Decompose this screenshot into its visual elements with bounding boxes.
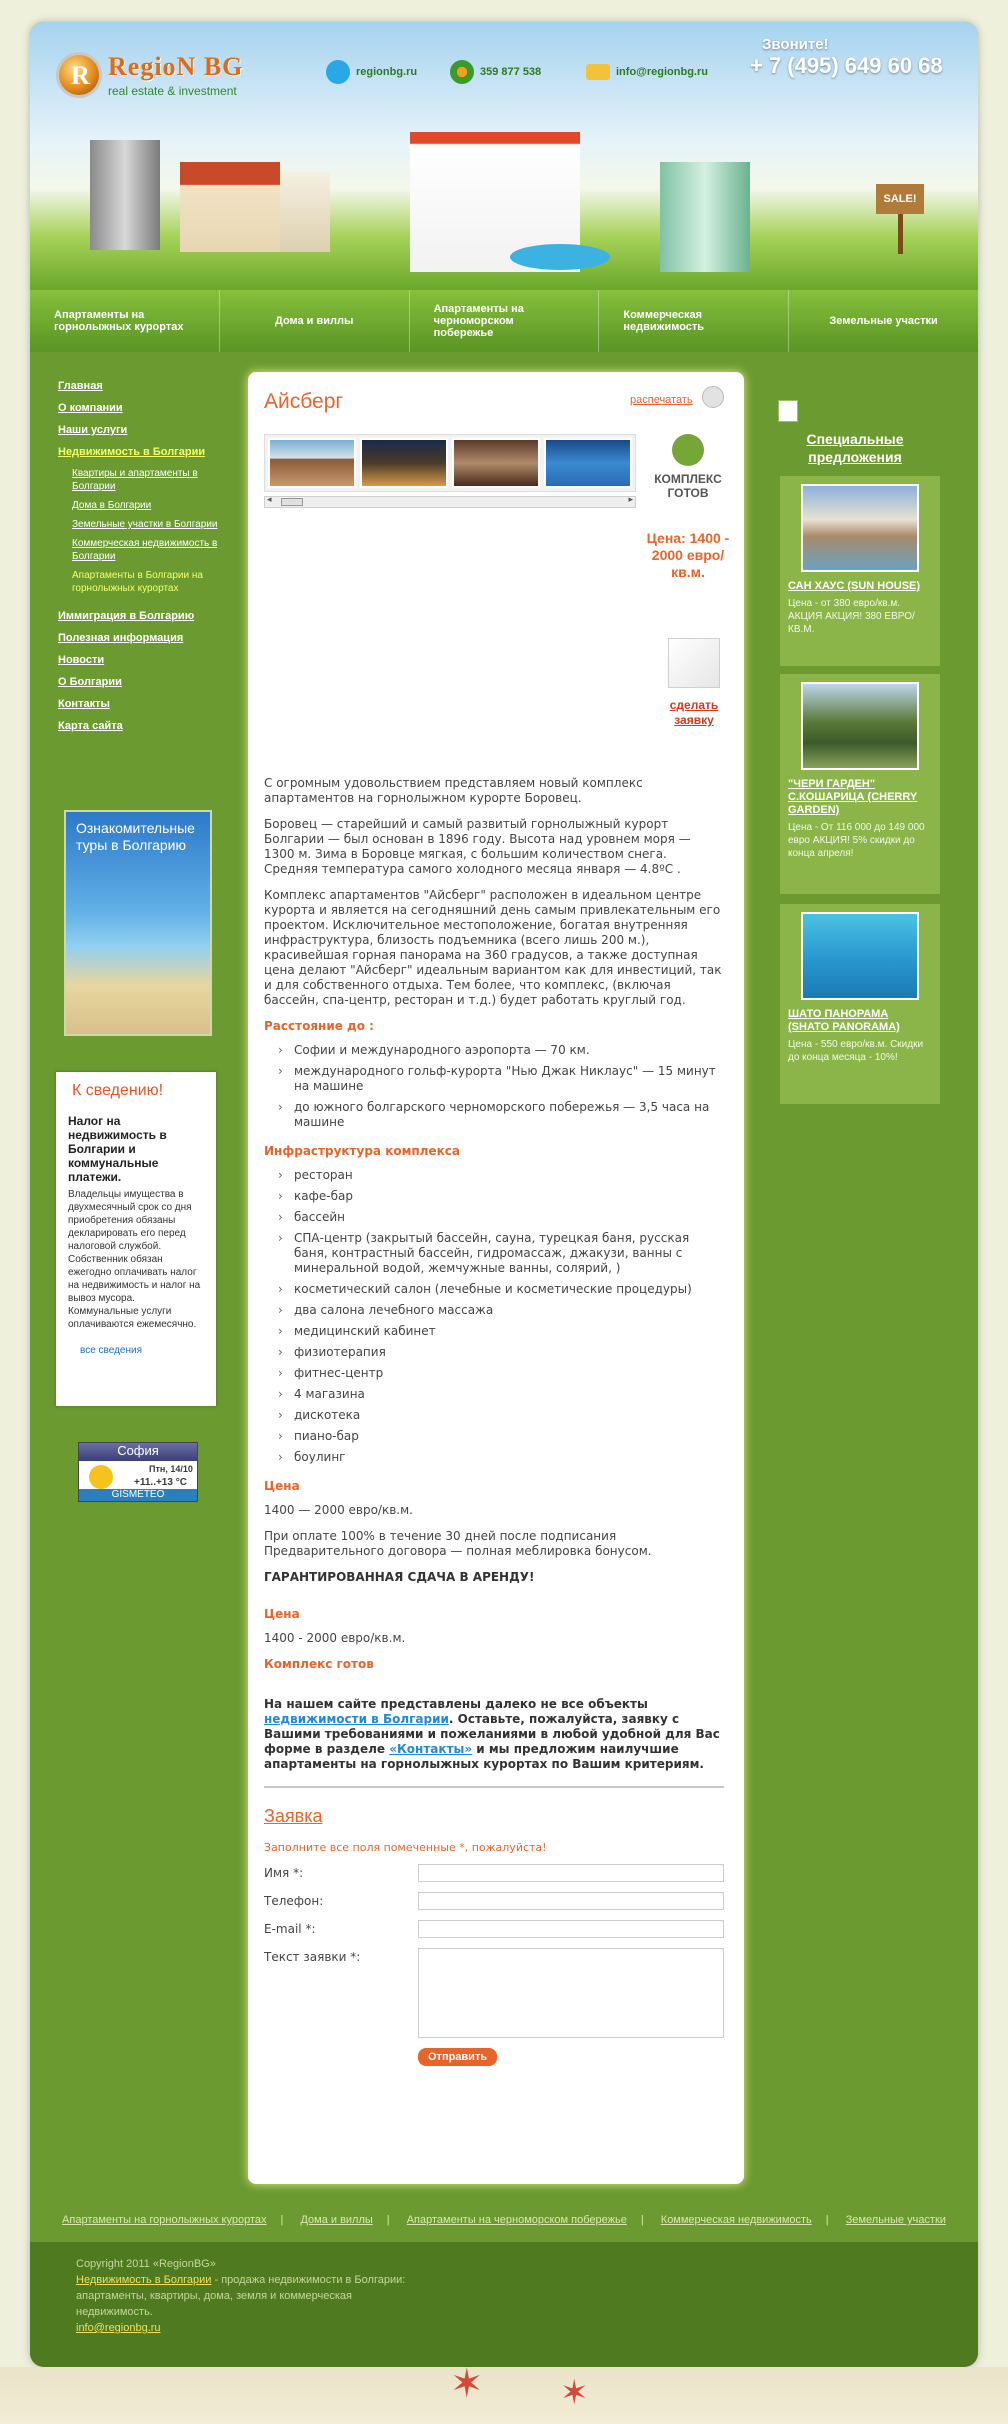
main-content bbox=[248, 372, 744, 2184]
special-offers-icon bbox=[778, 400, 798, 422]
logo[interactable] bbox=[56, 48, 296, 108]
submenu-commercial[interactable]: Коммерческая недвижимость в Болгарии bbox=[72, 538, 218, 562]
offer-photo-2[interactable] bbox=[801, 682, 919, 770]
divider bbox=[264, 1786, 724, 1788]
distance-list bbox=[278, 1043, 724, 1130]
menu-home[interactable]: Главная bbox=[58, 380, 103, 392]
gallery-photo-2[interactable] bbox=[360, 438, 448, 488]
info-box-title: К сведению! bbox=[72, 1082, 164, 1099]
info-box-heading: Налог на недвижимость в Болгарии и коммунальные платежи. bbox=[68, 1114, 167, 1184]
list-item: › бассейн bbox=[278, 1210, 724, 1225]
list-item: › Софии и международного аэропорта — 70 км. bbox=[278, 1043, 724, 1058]
gallery-photo-1[interactable] bbox=[268, 438, 356, 488]
page-title: Айсберг bbox=[264, 390, 344, 413]
menu-useful-info[interactable]: Полезная информация bbox=[58, 632, 184, 644]
scroll-left-arrow-icon[interactable]: ◂ bbox=[267, 495, 272, 505]
weather-city: София bbox=[79, 1443, 197, 1461]
list-item: › кафе-бар bbox=[278, 1189, 724, 1204]
footer-realty-link[interactable]: Недвижимость в Болгарии bbox=[76, 2274, 212, 2286]
printer-icon[interactable] bbox=[702, 386, 724, 408]
offer-card-2[interactable]: "ЧЕРИ ГАРДЕН" С.КОШАРИЦА (CHERRY GARDEN) Цена - От 116 000 до 149 000 евро АКЦИЯ! 5% скидки до конца апреля! bbox=[780, 674, 940, 894]
request-textarea[interactable] bbox=[418, 1948, 724, 2038]
copyright: Copyright 2011 «RegionBG» bbox=[76, 2258, 216, 2270]
nav-ski-apartments[interactable]: Апартаменты на горнолыжных курортах bbox=[30, 290, 220, 352]
starfish-icon: ✶ bbox=[450, 2361, 484, 2407]
list-item: › 4 магазина bbox=[278, 1387, 724, 1402]
menu-about-bulgaria[interactable]: О Болгарии bbox=[58, 676, 122, 688]
footer-link-commercial[interactable]: Коммерческая недвижимость bbox=[660, 2214, 812, 2226]
list-item: › два салона лечебного массажа bbox=[278, 1303, 724, 1318]
gallery-scrollbar[interactable] bbox=[264, 496, 636, 508]
submenu-ski-apartments[interactable]: Апартаменты в Болгарии на горнолыжных курортах bbox=[72, 570, 203, 594]
list-item: › до южного болгарского черноморского побережья — 3,5 часа на машине bbox=[278, 1100, 724, 1130]
list-item: › боулинг bbox=[278, 1450, 724, 1465]
submenu-houses[interactable]: Дома в Болгарии bbox=[72, 500, 152, 511]
realty-bulgaria-link[interactable]: недвижимости в Болгарии bbox=[264, 1712, 449, 1726]
footer-link-sea[interactable]: Апартаменты на черноморском побережье bbox=[406, 2214, 627, 2226]
send-button[interactable]: Отправить bbox=[418, 2048, 497, 2066]
building-illustration-3 bbox=[660, 162, 750, 272]
list-item: › фитнес-центр bbox=[278, 1366, 724, 1381]
main-nav bbox=[30, 290, 978, 352]
description: С огромным удовольствием представляем новый комплекс апартаментов на горнолыжном курорте Боровец. Боровец — старейший и самый развитый горнолыжный курорт Болгарии — был основан в 1896 году. Высота над уровнем моря — 1300 м. Зима в Боровце мягкая, с большим количеством снега. Средняя температура самого холодного месяца января — 4.8ºС . Комплекс апартаментов "Айсберг" расположен в идеальном центре курорта и является на сегодняшний день самым привлекательным его проектом. Исключительное местоположение, богатая внутренняя инфраструктура, близость подъемника (всего лишь 200 м.), красивейшая горная панорама на 360 градусов, а также доступная цена делают "Айсберг" идеальным вариантом как для инвестиций, так и для собственного отдыха. Тем более, что комплекс, (включая бассейн, спа-центр, ресторан и т.д.) будет работать круглый год. Расстояние до : › Софии и международного аэропорта — 70 км. › международного гольф-курорта "Нью Джак Никлаус" — 15 минут на машине › до южного болгарского черноморского побережья — 3,5 часа на машине Инфраструктура комплекса › ресторан › кафе-бар › бассейн › СПА-центр (закрытый бассейн, сауна, турецкая баня, русская баня, контрастный бассейн, гидромассаж, джакузи, ванны с минеральной водой, жемчужные ванны, солярий, ) › косметический салон (лечебные и косметические процедуры) › два салона лечебного массажа › медицинский кабинет › физиотерапия › фитнес-центр › 4 магазина › дискотека › пиано-бар › боулинг Цена 1400 — 2000 евро/кв.м. При оплате 100% в течение 30 дней после подписания Предварительного договора — полная меблировка бонусом. ГАРАНТИРОВАННАЯ СДАЧА В АРЕНДУ! Цена 1400 - 2000 евро/кв.м. Комплекс готов На нашем сайте представлены далеко не все объекты недвижимости в Болгарии. Оставьте, пожалуйста, заявку с Вашими требованиями и пожеланиями в любой удобной для Вас форме в разделе «Контакты» и мы предложим наилучшие апартаменты на горнолыжных курортах по Вашим критериям. Заявка Заполните все поля помеченные *, пожалуйста! Имя *: Телефон: E-mail *: Текст заявки *: Отправить bbox=[264, 776, 724, 2076]
gallery-photo-3[interactable] bbox=[452, 438, 540, 488]
guarantee-text: ГАРАНТИРОВАННАЯ СДАЧА В АРЕНДУ! bbox=[264, 1570, 535, 1584]
scroll-right-arrow-icon[interactable]: ▸ bbox=[628, 495, 633, 505]
infrastructure-heading: Инфраструктура комплекса bbox=[264, 1144, 460, 1158]
header bbox=[30, 22, 978, 290]
price-heading: Цена bbox=[264, 1479, 300, 1493]
menu-contacts[interactable]: Контакты bbox=[58, 698, 110, 710]
email-input[interactable] bbox=[418, 1920, 724, 1938]
cta-text: На нашем сайте представлены далеко не все объекты недвижимости в Болгарии. Оставьте, пожалуйста, заявку с Вашими требованиями и пожеланиями в любой удобной для Вас форме в разделе «Контакты» и мы предложим наилучшие апартаменты на горнолыжных курортах по Вашим критериям. bbox=[264, 1697, 720, 1771]
complex-status: КОМПЛЕКС ГОТОВ bbox=[654, 472, 722, 500]
list-item: › косметический салон (лечебные и косметические процедуры) bbox=[278, 1282, 724, 1297]
menu-sitemap[interactable]: Карта сайта bbox=[58, 720, 123, 732]
info-box-text: Владельцы имущества в двухмесячный срок со дня приобретения обязаны декларировать его перед налоговой службой. Собственник обязан ежегодно оплачивать налог на недвижимость и налог на вывоз мусора. Коммунальные услуги оплачиваются ежемесячно. bbox=[68, 1189, 201, 1330]
villa-illustration bbox=[180, 162, 280, 252]
skype-icon bbox=[326, 60, 350, 84]
special-offers-title[interactable]: Специальные предложения bbox=[806, 431, 904, 465]
request-note-icon[interactable] bbox=[668, 638, 720, 688]
sale-sign: SALE! bbox=[876, 184, 924, 214]
scrollbar-thumb[interactable] bbox=[281, 498, 303, 506]
make-request-link[interactable]: сделать заявку bbox=[669, 698, 719, 727]
submenu bbox=[72, 466, 230, 594]
list-item: › ресторан bbox=[278, 1168, 724, 1183]
menu-news[interactable]: Новости bbox=[58, 654, 105, 666]
menu-services[interactable]: Наши услуги bbox=[58, 424, 128, 436]
name-input[interactable] bbox=[418, 1864, 724, 1882]
request-form: Имя *: Телефон: E-mail *: Текст заявки *: Отправить bbox=[264, 1864, 724, 2076]
info-box-more-link[interactable]: все сведения bbox=[80, 1345, 143, 1356]
weather-temp: +11..+13 °C bbox=[134, 1477, 187, 1488]
left-menu bbox=[30, 352, 230, 732]
list-item: › СПА-центр (закрытый бассейн, сауна, турецкая баня, русская баня, контрастный бассейн, гидромассаж, джакузи, ванны с минеральной водой, жемчужные ванны, солярий, ) bbox=[278, 1231, 724, 1276]
list-item: › медицинский кабинет bbox=[278, 1324, 724, 1339]
footer-link-houses[interactable]: Дома и виллы bbox=[300, 2214, 373, 2226]
logo-title: RegioN BG bbox=[108, 52, 244, 81]
price-heading-2: Цена bbox=[264, 1607, 300, 1621]
price-tag: Цена: 1400 - 2000 евро/кв.м. bbox=[646, 530, 730, 580]
menu-realty-bulgaria[interactable]: Недвижимость в Болгарии bbox=[58, 446, 206, 458]
list-item: › международного гольф-курорта "Нью Джак Никлаус" — 15 минут на машине bbox=[278, 1064, 724, 1094]
submenu-land[interactable]: Земельные участки в Болгарии bbox=[72, 519, 218, 530]
offer-card-1[interactable]: САН ХАУС (SUN HOUSE) Цена - от 380 евро/кв.м. АКЦИЯ АКЦИЯ! 380 ЕВРО/КВ.М. bbox=[780, 476, 940, 666]
offer-photo-3[interactable] bbox=[801, 912, 919, 1000]
weather-brand: GISMETEO bbox=[79, 1489, 197, 1501]
phone-input[interactable] bbox=[418, 1892, 724, 1910]
nav-houses-villas[interactable]: Дома и виллы bbox=[220, 290, 410, 352]
complex-status-2: Комплекс готов bbox=[264, 1657, 374, 1671]
nav-commercial[interactable]: Коммерческая недвижимость bbox=[599, 290, 789, 352]
tours-banner[interactable]: Ознакомительные туры в Болгарию bbox=[64, 810, 212, 1036]
sun-cloud-icon bbox=[89, 1465, 113, 1489]
gallery-photo-4[interactable] bbox=[544, 438, 632, 488]
weather-date: Птн, 14/10 bbox=[149, 1464, 193, 1474]
request-form-note: Заполните все поля помеченные *, пожалуйста! bbox=[264, 1841, 547, 1854]
contacts-link[interactable]: «Контакты» bbox=[389, 1742, 473, 1756]
contact-skype[interactable]: regionbg.ru bbox=[326, 58, 417, 86]
list-item: › дискотека bbox=[278, 1408, 724, 1423]
starfish-icon: ✶ bbox=[560, 2373, 589, 2413]
offer-photo-1[interactable] bbox=[801, 484, 919, 572]
call-block: Звоните! + 7 (495) 649 60 68 bbox=[750, 36, 943, 78]
list-item: › физиотерапия bbox=[278, 1345, 724, 1360]
building-illustration-1 bbox=[90, 140, 160, 250]
footer-link-ski[interactable]: Апартаменты на горнолыжных курортах bbox=[62, 2214, 267, 2226]
weather-widget[interactable] bbox=[78, 1442, 198, 1502]
footer-links: Апартаменты на горнолыжных курортах | Дома и виллы | Апартаменты на черноморском побережье | Коммерческая недвижимость | Земельные участки bbox=[62, 2214, 946, 2226]
footer-link-land[interactable]: Земельные участки bbox=[845, 2214, 946, 2226]
pool-illustration bbox=[510, 244, 610, 270]
phone-number[interactable]: + 7 (495) 649 60 68 bbox=[750, 53, 943, 78]
footer: Copyright 2011 «RegionBG» Недвижимость в Болгарии - продажа недвижимости в Болгарии: апартаменты, квартиры, дома, земля и коммерческая недвижимость. info@regionbg.ru bbox=[30, 2242, 978, 2367]
complex-ready-icon bbox=[672, 434, 704, 466]
contact-icq[interactable]: 359 877 538 bbox=[450, 58, 541, 86]
menu-about[interactable]: О компании bbox=[58, 402, 123, 414]
infrastructure-list bbox=[278, 1168, 724, 1465]
nav-sea-apartments[interactable]: Апартаменты на черноморском побережье bbox=[410, 290, 600, 352]
menu-immigration[interactable]: Иммиграция в Болгарию bbox=[58, 610, 195, 622]
offer-card-3[interactable]: ШАТО ПАНОРАМА (SHATO PANORAMA) Цена - 550 евро/кв.м. Скидки до конца месяца - 10%! bbox=[780, 904, 940, 1104]
info-box bbox=[56, 1072, 216, 1406]
sale-sign-post bbox=[898, 214, 903, 254]
building-illustration-2 bbox=[280, 172, 330, 252]
icq-flower-icon bbox=[450, 60, 474, 84]
contact-email[interactable]: info@regionbg.ru bbox=[586, 58, 708, 86]
print-link[interactable]: распечатать bbox=[630, 394, 693, 406]
logo-tagline: real estate & investment bbox=[108, 84, 237, 98]
left-sidebar bbox=[30, 352, 230, 1500]
request-form-title: Заявка bbox=[264, 1806, 323, 1826]
distance-heading: Расстояние до : bbox=[264, 1019, 374, 1033]
envelope-icon bbox=[586, 64, 610, 80]
photo-gallery bbox=[264, 434, 636, 492]
list-item: › пиано-бар bbox=[278, 1429, 724, 1444]
submenu-apartments[interactable]: Квартиры и апартаменты в Болгарии bbox=[72, 468, 198, 492]
logo-mark-icon: R bbox=[56, 52, 102, 98]
nav-land[interactable]: Земельные участки bbox=[829, 315, 938, 327]
sand-background bbox=[0, 2361, 1008, 2424]
footer-email-link[interactable]: info@regionbg.ru bbox=[76, 2322, 161, 2334]
page-frame bbox=[30, 22, 978, 2367]
